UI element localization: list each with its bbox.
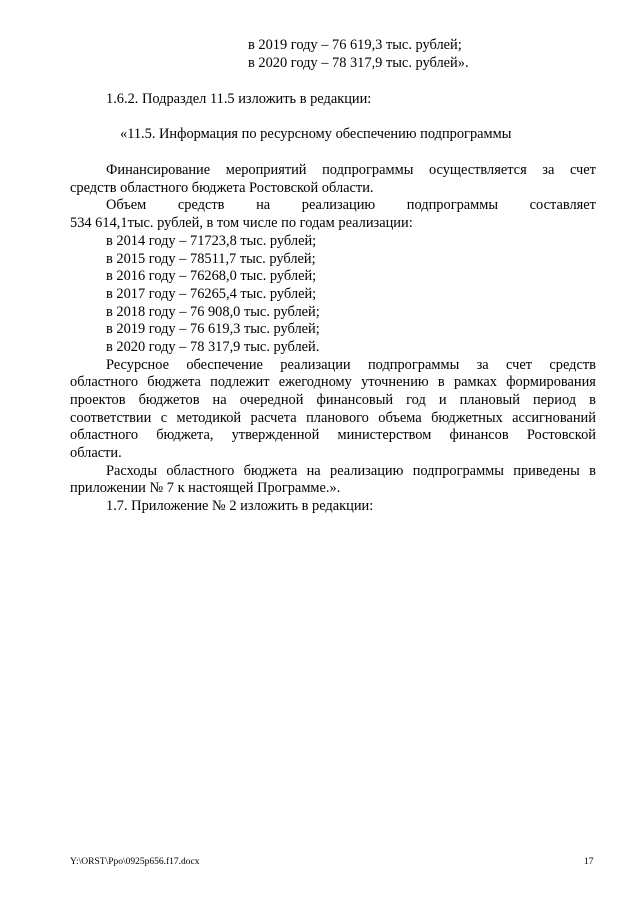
- word: реализацию: [330, 463, 404, 479]
- word: приведены: [513, 463, 580, 479]
- para-resource-line4: [70, 410, 596, 428]
- word: подпрограммы: [322, 162, 414, 178]
- word: за: [476, 357, 489, 373]
- word: с: [160, 410, 168, 426]
- word: период: [532, 392, 577, 408]
- word: бюджета,: [156, 427, 214, 443]
- year-2014: в 2014 году – 71723,8 тыс. рублей;: [106, 233, 317, 249]
- footer-file-path: Y:\ORST\Ppo\0925p656.f17.docx: [70, 857, 200, 867]
- para-resource-line3: [70, 392, 596, 410]
- word: на: [306, 463, 321, 479]
- word: ассигнований: [512, 410, 596, 426]
- word: областного: [166, 463, 235, 479]
- word: бюджета: [243, 463, 298, 479]
- word: мероприятий: [225, 162, 307, 178]
- word: Ресурсное: [106, 357, 169, 373]
- word: министерством: [337, 427, 432, 443]
- word: обеспечение: [186, 357, 263, 373]
- word: объема: [378, 410, 422, 426]
- word: подпрограммы: [406, 197, 499, 213]
- word: очередной: [239, 392, 304, 408]
- word: подлежит: [210, 374, 270, 390]
- para-resource-line2: [70, 374, 596, 392]
- para-resource-last-line: области.: [70, 445, 122, 461]
- word: областного: [70, 427, 139, 443]
- word: соответствии: [70, 410, 152, 426]
- year-2017: в 2017 году – 76265,4 тыс. рублей;: [106, 286, 317, 302]
- word: подпрограммы: [367, 357, 460, 373]
- word: ежегодному: [278, 374, 352, 390]
- para-expenses-line2: приложении № 7 к настоящей Программе.».: [70, 480, 341, 496]
- para-financing-line2: средств областного бюджета Ростовской области.: [70, 180, 374, 196]
- para-expenses-line1: [106, 463, 596, 481]
- word: Финансирование: [106, 162, 211, 178]
- para-financing-line1: [106, 162, 596, 180]
- top-line-2019: в 2019 году – 76 619,3 тыс. рублей;: [248, 37, 462, 53]
- para-volume-line1: [106, 197, 596, 215]
- item-1-6-2: 1.6.2. Подраздел 11.5 изложить в редакции:: [106, 91, 372, 107]
- word: средств: [177, 197, 225, 213]
- word: в: [437, 374, 445, 390]
- word: в: [589, 392, 596, 408]
- year-2020: в 2020 году – 78 317,9 тыс. рублей.: [106, 339, 320, 355]
- word: за: [542, 162, 555, 178]
- word: в: [589, 463, 596, 479]
- word: Объем: [106, 197, 147, 213]
- item-1-7: 1.7. Приложение № 2 изложить в редакции:: [106, 498, 374, 514]
- word: областного: [70, 374, 139, 390]
- word: финансовый: [316, 392, 394, 408]
- word: расчета: [250, 410, 297, 426]
- word: уточнению: [361, 374, 429, 390]
- word: подпрограммы: [412, 463, 504, 479]
- section-heading: «11.5. Информация по ресурсному обеспечению подпрограммы: [120, 126, 512, 142]
- year-2015: в 2015 году – 78511,7 тыс. рублей;: [106, 251, 316, 267]
- word: счет: [506, 357, 533, 373]
- word: на: [212, 392, 227, 408]
- word: год: [406, 392, 426, 408]
- word: счет: [569, 162, 596, 178]
- word: планового: [306, 410, 369, 426]
- word: составляет: [529, 197, 596, 213]
- word: Ростовской: [526, 427, 596, 443]
- word: плановый: [459, 392, 520, 408]
- para-resource-line5: [70, 427, 596, 445]
- word: рамках: [453, 374, 497, 390]
- page-number: 17: [584, 857, 594, 867]
- word: и: [438, 392, 447, 408]
- word: проектов: [70, 392, 126, 408]
- word: методикой: [176, 410, 242, 426]
- word: осуществляется: [428, 162, 527, 178]
- word: бюджета: [147, 374, 201, 390]
- word: Расходы: [106, 463, 158, 479]
- word: формирования: [506, 374, 596, 390]
- word: реализацию: [301, 197, 376, 213]
- year-2016: в 2016 году – 76268,0 тыс. рублей;: [106, 268, 317, 284]
- top-line-2020: в 2020 году – 78 317,9 тыс. рублей».: [248, 55, 469, 71]
- para-volume-line2: 534 614,1тыс. рублей, в том числе по годам реализации:: [70, 215, 413, 231]
- word: финансов: [449, 427, 509, 443]
- word: реализации: [280, 357, 351, 373]
- word: утвержденной: [231, 427, 320, 443]
- word: средств: [549, 357, 596, 373]
- word: на: [256, 197, 271, 213]
- year-2019: в 2019 году – 76 619,3 тыс. рублей;: [106, 321, 320, 337]
- word: бюджетных: [431, 410, 503, 426]
- word: бюджетов: [138, 392, 200, 408]
- para-resource-line1: [106, 357, 596, 375]
- year-2018: в 2018 году – 76 908,0 тыс. рублей;: [106, 304, 320, 320]
